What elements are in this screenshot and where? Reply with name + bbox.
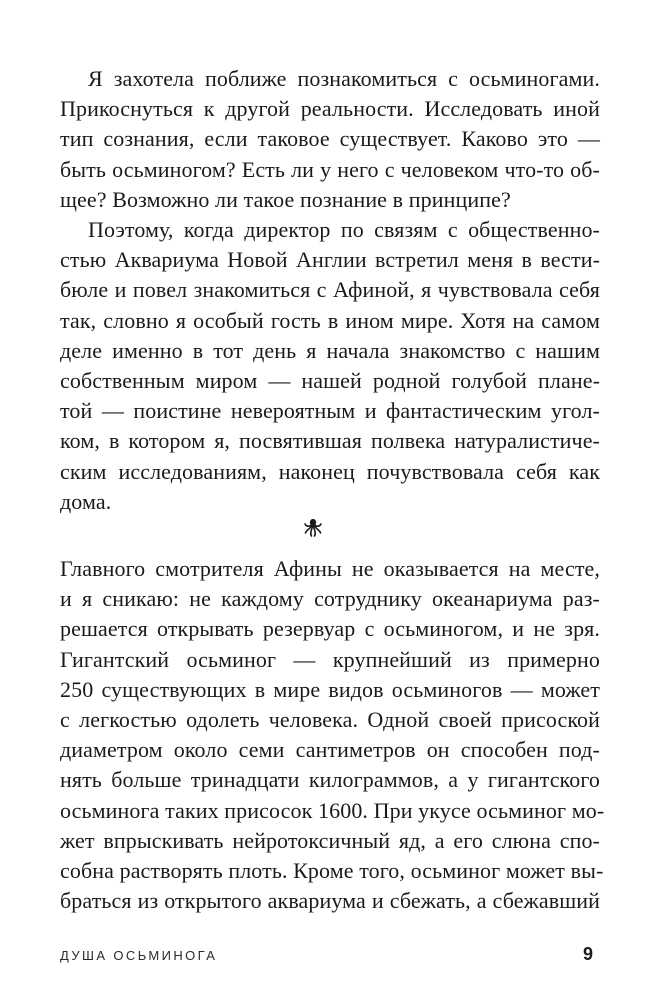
- text-line: тип сознания, если таковое существует. Каково это —: [60, 126, 600, 152]
- text-line: собна растворять плоть. Кроме того, осьминог может вы-: [60, 857, 604, 883]
- text-line: той — поистине невероятным и фантастическим угол-: [60, 398, 600, 424]
- text-line: Поэтому, когда директор по связям с общественно-: [88, 217, 600, 242]
- text-line: Гигантский осьминог — крупнейший из примерно: [60, 646, 600, 672]
- paragraph-1: [60, 64, 600, 215]
- octopus-ornament-icon: [301, 515, 325, 539]
- text-line: ком, в котором я, посвятившая полвека натуралистиче-: [60, 428, 600, 454]
- text-line: Я захотела поближе познакомиться с осьминогами.: [88, 66, 600, 91]
- text-line: Прикоснуться к другой реальности. Исследовать иной: [60, 96, 600, 122]
- text-line: дома.: [60, 488, 112, 514]
- page-number: 9: [582, 944, 593, 964]
- text-line: жет впрыскивать нейротоксичный яд, а его слюна спо-: [60, 827, 600, 853]
- running-footer-title: ДУША ОСЬМИНОГА: [60, 948, 218, 963]
- text-line: с легкостью одолеть человека. Одной своей присоской: [60, 706, 600, 732]
- text-line: бюле и повел знакомиться с Афиной, я чувствовала себя: [60, 277, 600, 303]
- text-line: быть осьминогом? Есть ли у него с человеком что-то об-: [60, 156, 600, 182]
- text-line: 250 существующих в мире видов осьминогов — может: [60, 676, 600, 702]
- text-line: так, словно я особый гость в ином мире. Хотя на самом: [60, 307, 600, 333]
- text-line: стью Аквариума Новой Англии встретил меня в вести-: [60, 247, 600, 273]
- text-line: ским исследованиям, наконец почувствовала себя как: [60, 458, 600, 484]
- paragraph-2: [60, 215, 600, 517]
- text-line: диаметром около семи сантиметров он способен под-: [60, 737, 600, 763]
- text-line: Главного смотрителя Афины не оказывается на месте,: [60, 556, 600, 581]
- text-line: и я сникаю: не каждому сотруднику океанариума раз-: [60, 586, 600, 612]
- text-line: деле именно в тот день я начала знакомство с нашим: [60, 337, 600, 363]
- text-line: щее? Возможно ли такое познание в принципе?: [60, 186, 511, 212]
- text-line: решается открывать резервуар с осьминогом, и не зря.: [60, 616, 600, 642]
- text-line: осьминога таких присосок 1600. При укусе осьминог мо-: [60, 797, 605, 823]
- text-line: собственным миром — нашей родной голубой плане-: [60, 367, 600, 393]
- text-line: нять больше тринадцати килограммов, а у гигантского: [60, 767, 600, 793]
- paragraph-3: [60, 554, 605, 916]
- text-line: браться из открытого аквариума и сбежать, а сбежавший: [60, 888, 600, 914]
